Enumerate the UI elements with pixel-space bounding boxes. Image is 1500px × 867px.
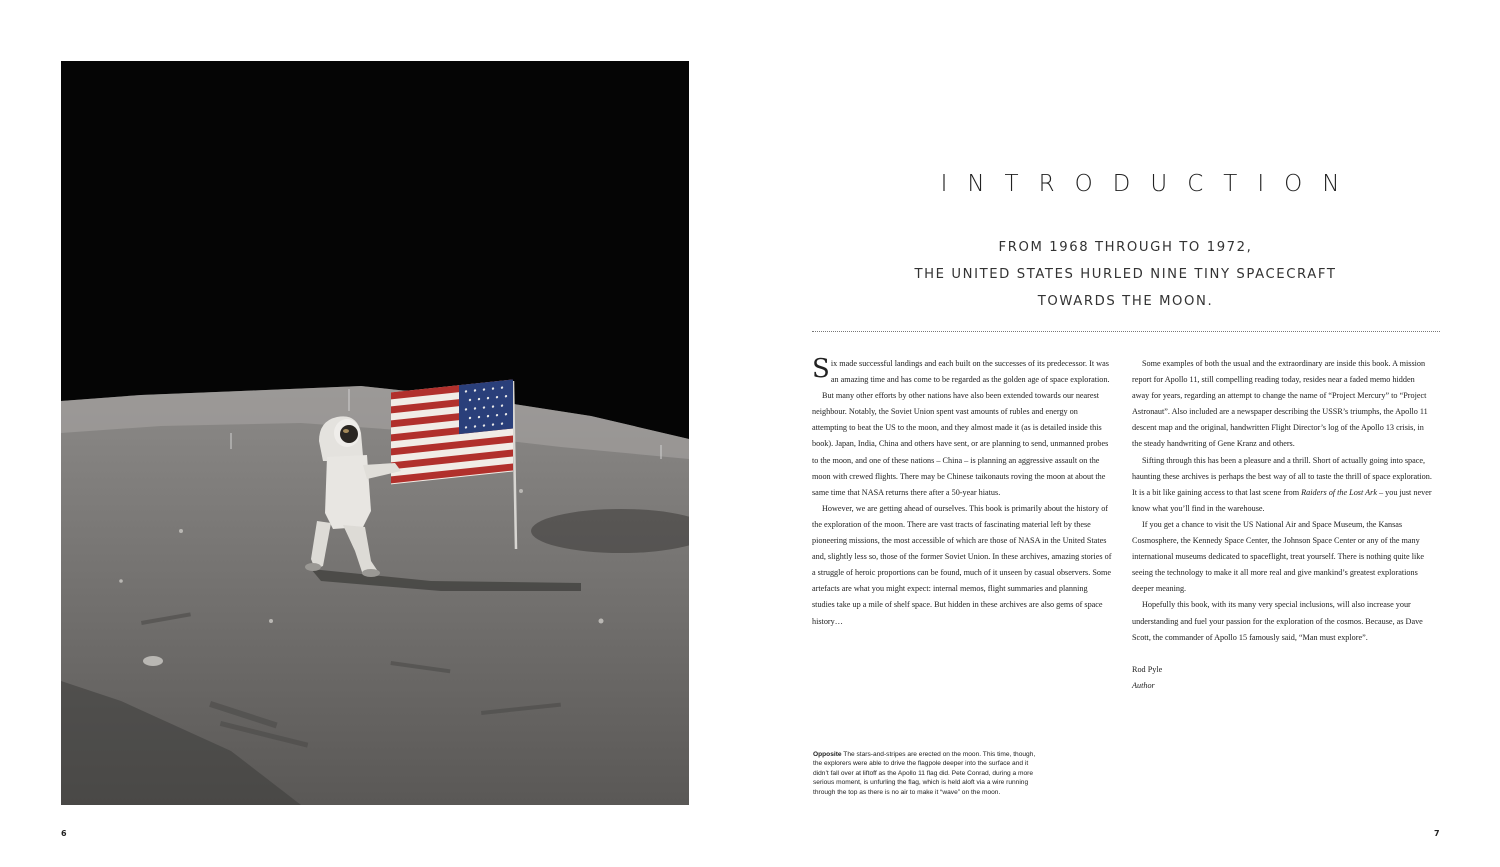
paragraph: [1132, 597, 1432, 645]
subtitle-line: FROM 1968 THROUGH TO 1972,: [998, 240, 1253, 255]
left-page-number: 6: [61, 829, 67, 838]
author-signature: [1132, 662, 1162, 694]
page-title: INTRODUCTION: [940, 171, 1360, 197]
paragraph-text: Some examples of both the usual and the extraordinary are inside this book. A mission report for Apollo 11, still compelling reading today, resides near a faded memo hidden away for years, regarding an attempt to change the name of “Project Mercury” to “Project Astronaut”. Also included are a newspaper describing the USSR’s triumphs, the Apollo 11 descent map and the original, handwritten Flight Director’s log of the Apollo 13 crisis, in the steady handwriting of Gene Kranz and others.: [1132, 359, 1428, 449]
subtitle-line: TOWARDS THE MOON.: [1037, 294, 1214, 309]
paragraph-text: If you get a chance to visit the US National Air and Space Museum, the Kansas Cosmosphere, the Kennedy Space Center, the Johnson Space Center or any of the many international museums dedicated to spaceflight, treat yourself. There is nothing quite like seeing the technology to make it all more real and give mankind’s greatest explorations deeper meaning.: [1132, 519, 1425, 594]
paragraph: [1132, 517, 1432, 597]
drop-cap: S: [812, 354, 830, 384]
paragraph: But many other efforts by other nations have also been extended towards our nearest neighbour. Notably, the Soviet Union spent vast amounts of rubles and energy on attempting to beat the US to the moon, and they almost made it (as is detailed inside this book). Japan, India, China and others have sent, or are planning to send, unmanned probes to the moon, and one of these nations – China – is planning an aggressive assault on the moon with crewed flights. There may be Chinese taikonauts roving the moon at about the same time that NASA returns there after a 50-year hiatus.: [812, 391, 1109, 497]
caption-text: The stars-and-stripes are erected on the moon. This time, though, the explorers were able to drive the flagpole deeper into the surface and it didn’t fall over at liftoff as the Apollo 11 flag did. Pete Conrad, during a more serious moment, is unfurling the flag, which is held aloft via a wire running through the top as there is no air to make it “wave” on the moon.: [813, 751, 1036, 796]
paragraph: However, we are getting ahead of ourselves. This book is primarily about the history of the exploration of the moon. There are vast tracts of fascinating material left by these pioneering missions, the most accessible of which are those of NASA in the United States and, slightly less so, those of the former Soviet Union. In these archives, amazing stories of a struggle of heroic proportions can be found, much of it unseen by casual observers. Some artefacts are what you might expect: internal memos, flight summaries and planning studies take up a mile of shelf space. But hidden in these archives are also gems of space history…: [812, 503, 1112, 626]
photo-caption: [813, 750, 1038, 797]
paragraph: [1132, 453, 1432, 517]
right-page-number: 7: [1434, 829, 1440, 838]
subtitle: [812, 234, 1439, 315]
paragraph-text: ix made successful landings and each built on the successes of its predecessor. It was an amazing time and has come to be regarded as the golden age of space exploration.: [830, 359, 1110, 385]
author-name: Rod Pyle: [1132, 665, 1163, 674]
paragraph: [812, 356, 1112, 388]
paragraph-text: – you just never know what you’ll find in the warehouse.: [1132, 487, 1432, 513]
moon-flag-photograph: [61, 61, 689, 805]
paragraph-text: Hopefully this book, with its many very special inclusions, will also increase your understanding and fuel your passion for the exploration of the cosmos. Because, as Dave Scott, the commander of Apollo 15 famously said, “Man must explore”.: [1132, 600, 1423, 642]
film-title: Raiders of the Lost Ark: [1301, 487, 1377, 497]
caption-lead: Opposite: [813, 751, 842, 758]
paragraph: [1132, 356, 1432, 453]
body-column-left: [812, 356, 1112, 630]
body-column-right: [1132, 356, 1432, 646]
dotted-divider: [812, 331, 1440, 332]
paragraph-text: Sifting through this has been a pleasure and a thrill. Short of actually going into space, haunting these archives is perhaps the best way of all to taste the thrill of space exploration. It is a bit like gaining access to that last scene from: [1132, 455, 1432, 497]
author-role: Author: [1132, 681, 1155, 690]
subtitle-line: THE UNITED STATES HURLED NINE TINY SPACECRAFT: [914, 267, 1337, 282]
